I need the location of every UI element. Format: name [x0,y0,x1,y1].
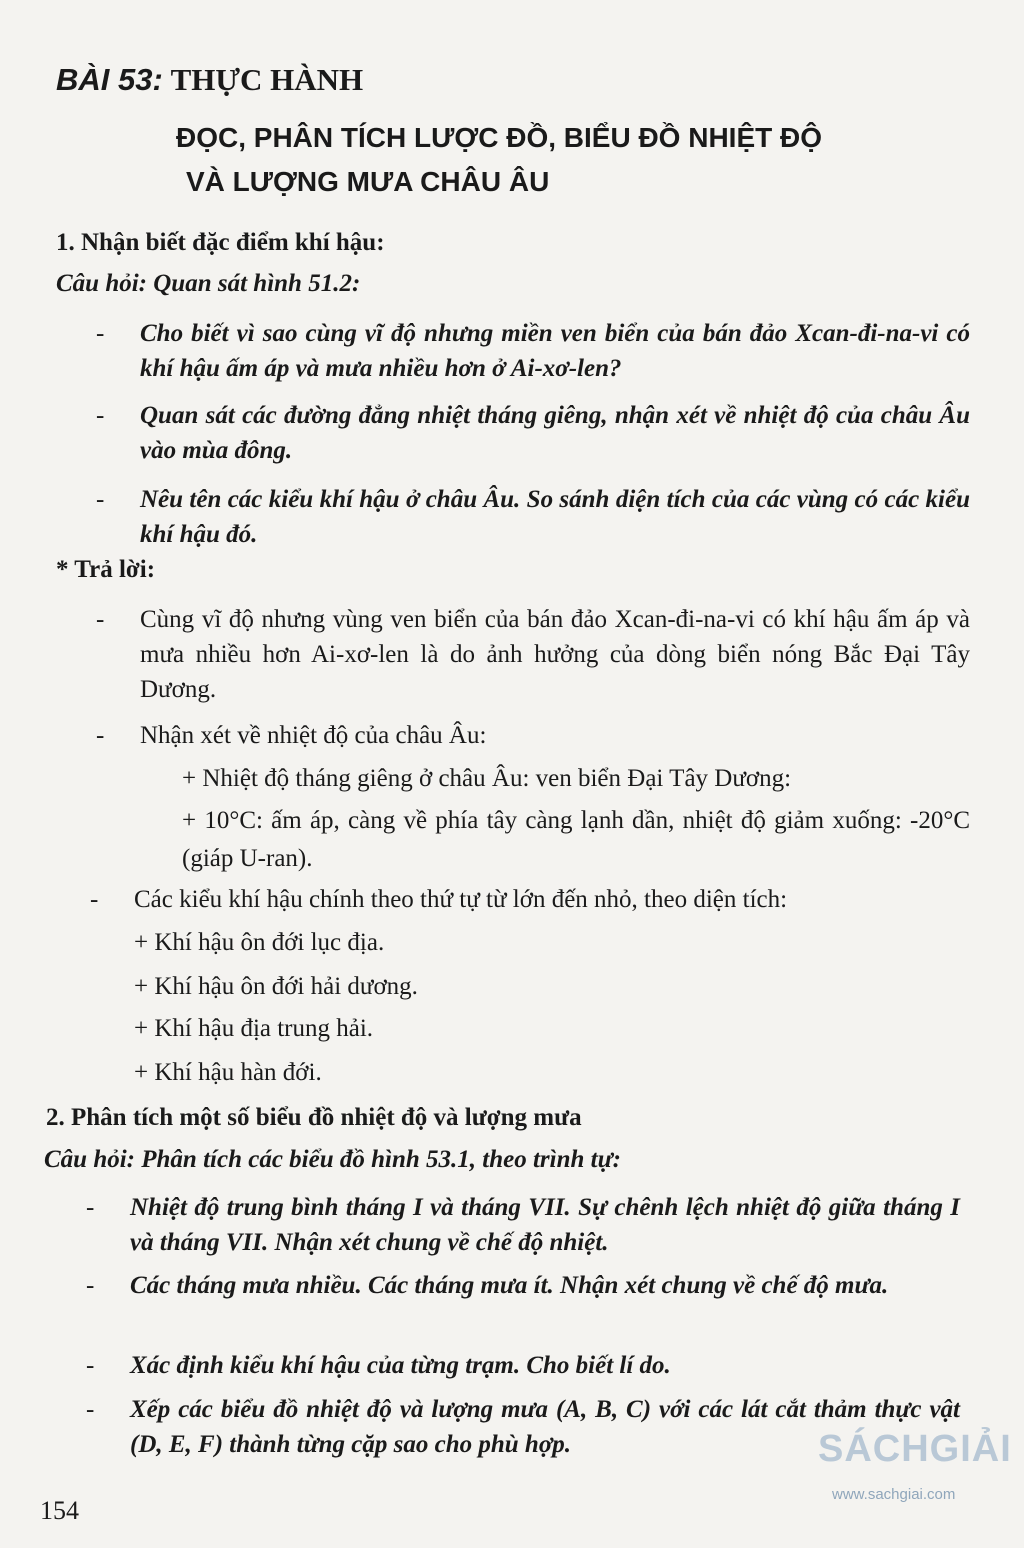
answer-3 [90,882,970,918]
answer-2-sub-2: + 10°C: ấm áp, càng về phía tây càng lạnh dần, nhiệt độ giảm xuống: -20°C (giáp U-ran). [182,807,970,872]
section2-question-label: Câu hỏi: Phân tích các biểu đồ hình 53.1, theo trình tự: [44,1146,621,1173]
question-text: Nêu tên các kiểu khí hậu ở châu Âu. So sánh diện tích của các vùng có các kiểu khí hậu đó. [140,486,970,548]
section1-question-3 [96,482,970,552]
bullet-dash: - [90,886,99,913]
question-text: Quan sát các đường đẳng nhiệt tháng giêng, nhận xét về nhiệt độ của châu Âu vào mùa đông. [140,402,970,464]
climate-type-4: + Khí hậu hàn đới. [134,1059,322,1086]
watermark-logo: SÁCHGIẢI [818,1428,1012,1470]
section1-question-1 [96,316,970,386]
climate-type-1: + Khí hậu ôn đới lục địa. [134,929,385,956]
bullet-dash: - [86,1352,95,1379]
question-text: Nhiệt độ trung bình tháng I và tháng VII. Sự chênh lệch nhiệt độ giữa tháng I và tháng VII. Nhận xét chung về chế độ nhiệt. [130,1194,960,1256]
bullet-dash: - [96,606,105,633]
bullet-dash: - [96,402,105,429]
lesson-subtitle-line2: VÀ LƯỢNG MƯA CHÂU ÂU [186,166,550,197]
answer-text: Các kiểu khí hậu chính theo thứ tự từ lớn đến nhỏ, theo diện tích: [134,886,788,913]
answer-1 [96,602,970,708]
answer-label: * Trả lời: [56,556,156,583]
bullet-dash: - [86,1194,95,1221]
bullet-dash: - [96,320,105,347]
bullet-dash: - [96,486,105,513]
answer-2-sub-1: + Nhiệt độ tháng giêng ở châu Âu: ven biển Đại Tây Dương: [182,765,792,792]
answer-2 [96,718,970,754]
section2-question-1 [86,1190,960,1260]
bullet-dash: - [96,722,105,749]
bullet-dash: - [86,1272,95,1299]
answer-text: Nhận xét về nhiệt độ của châu Âu: [140,722,487,749]
section1-heading: 1. Nhận biết đặc điểm khí hậu: [56,229,385,256]
lesson-title [56,62,363,98]
section2-question-2 [86,1268,960,1338]
watermark [818,1428,1018,1538]
climate-type-2: + Khí hậu ôn đới hải dương. [134,973,418,1000]
lesson-title-main: THỰC HÀNH [170,62,364,97]
climate-type-3: + Khí hậu địa trung hải. [134,1015,374,1042]
lesson-number: BÀI 53: [56,62,163,97]
question-text: Các tháng mưa nhiều. Các tháng mưa ít. Nhận xét chung về chế độ mưa. [130,1272,889,1299]
section2-heading: 2. Phân tích một số biểu đồ nhiệt độ và lượng mưa [46,1104,582,1131]
question-text: Xếp các biểu đồ nhiệt độ và lượng mưa (A, B, C) với các lát cắt thảm thực vật (D, E, F) thành từng cặp sao cho phù hợp. [130,1396,960,1458]
lesson-subtitle-line1: ĐỌC, PHÂN TÍCH LƯỢC ĐỒ, BIỂU ĐỒ NHIỆT ĐỘ [176,122,823,153]
page-number: 154 [40,1496,79,1525]
question-text: Cho biết vì sao cùng vĩ độ nhưng miền ven biển của bán đảo Xcan-đi-na-vi có khí hậu ấm áp và mưa nhiều hơn ở Ai-xơ-len? [140,320,970,382]
bullet-dash: - [86,1396,95,1423]
question-text: Xác định kiểu khí hậu của từng trạm. Cho biết lí do. [130,1352,671,1379]
section1-question-2 [96,398,970,468]
answer-text: Cùng vĩ độ nhưng vùng ven biển của bán đảo Xcan-đi-na-vi có khí hậu ấm áp và mưa nhiều hơn Ai-xơ-len là do ảnh hưởng của dòng biển nóng Bắc Đại Tây Dương. [140,606,970,703]
section2-question-3 [86,1348,960,1384]
section1-question-label: Câu hỏi: Quan sát hình 51.2: [56,270,361,297]
watermark-url: www.sachgiai.com [832,1486,956,1503]
